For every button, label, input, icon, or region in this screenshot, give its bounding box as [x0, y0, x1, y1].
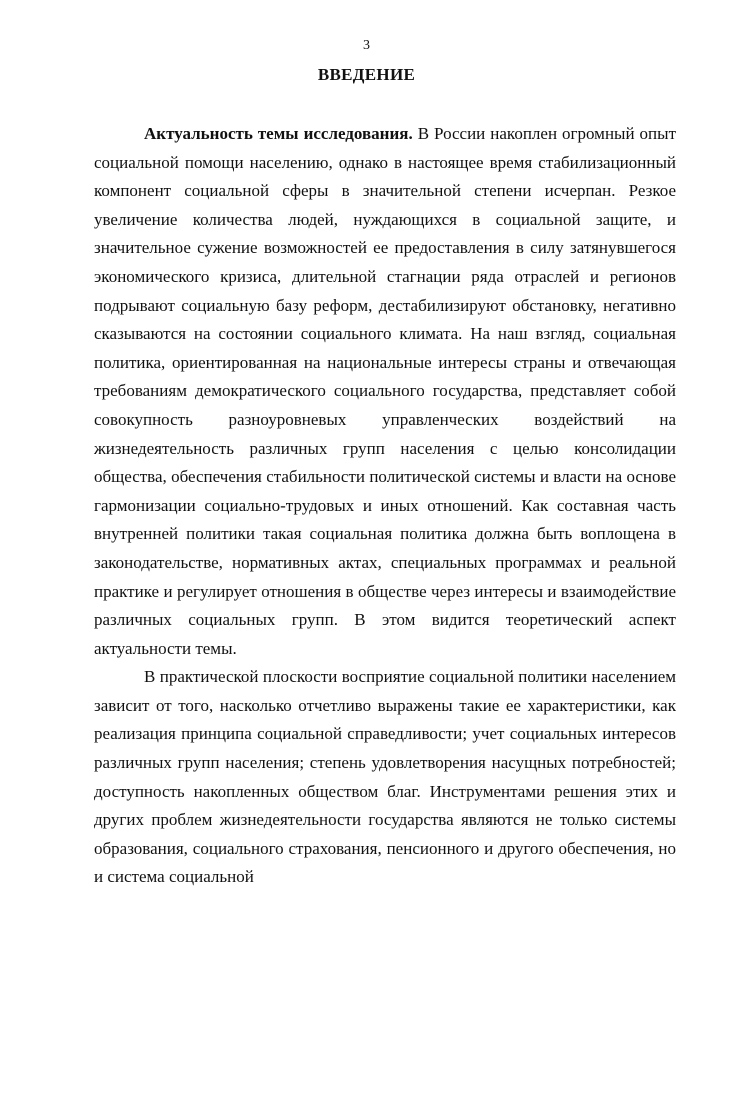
body-text — [94, 120, 676, 892]
paragraph-practical — [94, 663, 676, 892]
paragraph-relevance — [94, 120, 676, 663]
section-heading: ВВЕДЕНИЕ — [317, 65, 416, 84]
paragraph-lead: Актуальность темы исследования. — [144, 124, 413, 143]
paragraph-text: В России накоплен огромный опыт социальной помощи населению, однако в настоящее время стабилизационный компонент социальной сферы в значительной степени исчерпан. Резкое увеличение количества людей, нуждающихся в социальной защите, и значительное сужение возможностей ее предоставления в силу затянувшегося экономического кризиса, длительной стагнации ряда отраслей и регионов подрывают социальную базу реформ, дестабилизируют обстановку, негативно сказываются на состоянии социального климата. На наш взгляд, социальная политика, ориентированная на национальные интересы страны и отвечающая требованиям демократического социального государства, представляет собой совокупность разноуровневых управленческих воздействий на жизнедеятельность различных групп населения с целью консолидации общества, обеспечения стабильности политической системы и власти на основе гармонизации социально-трудовых и иных отношений. Как составная часть внутренней политики такая социальная политика должна быть воплощена в законодательстве, нормативных актах, специальных программах и реальной практике и регулирует отношения в обществе через интересы и взаимодействие различных социальных групп. В этом видится теоретический аспект актуальности темы. — [94, 124, 677, 658]
paragraph-text: В практической плоскости восприятие социальной политики населением зависит от того, насколько отчетливо выражены такие ее характеристики, как реализация принципа социальной справедливости; учет социальных интересов различных групп населения; степень удовлетворения насущных потребностей; доступность накопленных обществом благ. Инструментами решения этих и других проблем жизнедеятельности государства являются не только системы образования, социального страхования, пенсионного и другого обеспечения, но и система социальной — [94, 667, 676, 887]
page-number: 3 — [363, 38, 370, 53]
